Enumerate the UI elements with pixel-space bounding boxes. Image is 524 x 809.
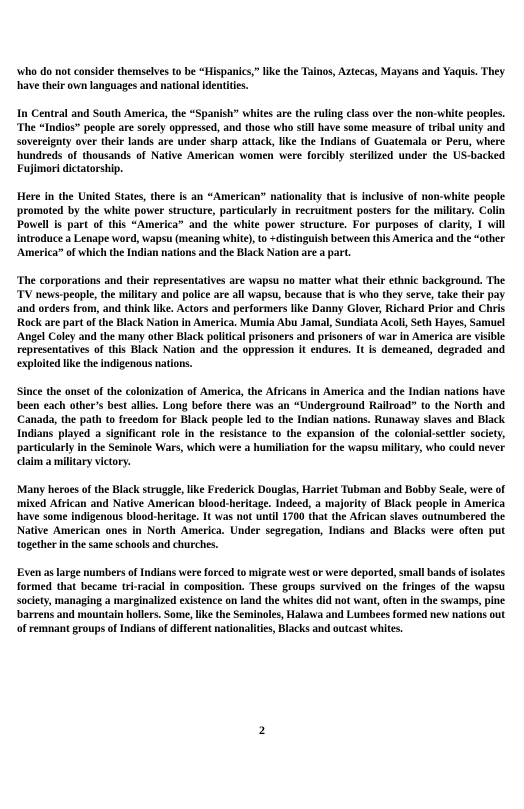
paragraph-7: Even as large numbers of Indians were forced to migrate west or were deported, small bands of isolates formed that became tri-racial in composition. These groups survived on the fringes of the wapsu society, managing a marginalized existence on land the whites did not want, often in the swamps, pine barrens and mountain hollers. Some, like the Seminoles, Halawa and Lumbees formed new nations out of remnant groups of Indians of different nationalities, Blacks and outcast whites. xyxy=(17,567,505,635)
paragraph-1: who do not consider themselves to be “Hispanics,” like the Tainos, Aztecas, Mayans and Yaquis. They have their own languages and national identities. xyxy=(17,66,505,92)
page-number: 2 xyxy=(259,723,265,737)
paragraph-6: Many heroes of the Black struggle, like Frederick Douglas, Harriet Tubman and Bobby Seale, were of mixed African and Native American blood-heritage. Indeed, a majority of Black people in America have some indigenous blood-heritage. It was not until 1700 that the African slaves outnumbered the Native American ones in North America. Under segregation, Indians and Blacks were often put together in the same schools and churches. xyxy=(17,483,505,552)
paragraph-2: In Central and South America, the “Spanish” whites are the ruling class over the non-white peoples. The “Indios” people are sorely oppressed, and those who still have some measure of tribal unity and sovereignty over their lands are under sharp attack, like the Indians of Guatemala or Peru, where hundreds of thousands of Native American women were forcibly sterilized under the US-backed Fujimori dictatorship. xyxy=(17,107,505,176)
paragraph-3: Here in the United States, there is an “American” nationality that is inclusive of non-white people promoted by the white power structure, particularly in recruitment posters for the military. Colin Powell is part of this “America” and the white power structure. For purposes of clarity, I will introduce a Lenape word, wapsu (meaning white), to +distinguish between this America and the “other America” of which the Indian nations and the Black Nation are a part. xyxy=(17,191,505,259)
paragraph-4: The corporations and their representatives are wapsu no matter what their ethnic background. The TV news-people, the military and police are all wapsu, because that is who they serve, take their pay and orders from, and think like. Actors and performers like Danny Glover, Richard Prior and Chris Rock are part of the Black Nation in America. Mumia Abu Jamal, Sundiata Acoli, Seth Hayes, Samuel Angel Coley and the many other Black political prisoners and prisoners of war in America are visible representatives of this Black Nation and the oppression it endures. It is demeaned, degraded and exploited like the indigenous nations. xyxy=(17,274,505,371)
document-page xyxy=(17,66,505,651)
paragraph-5: Since the onset of the colonization of America, the Africans in America and the Indian nations have been each other’s best allies. Long before there was an “Underground Railroad” to the North and Canada, the path to freedom for Black people led to the Indian nations. Runaway slaves and Black Indians played a significant role in the resistance to the expansion of the colonial-settler society, particularly in the Seminole Wars, which were a humiliation for the wapsu military, who could never claim a military victory. xyxy=(17,386,505,468)
